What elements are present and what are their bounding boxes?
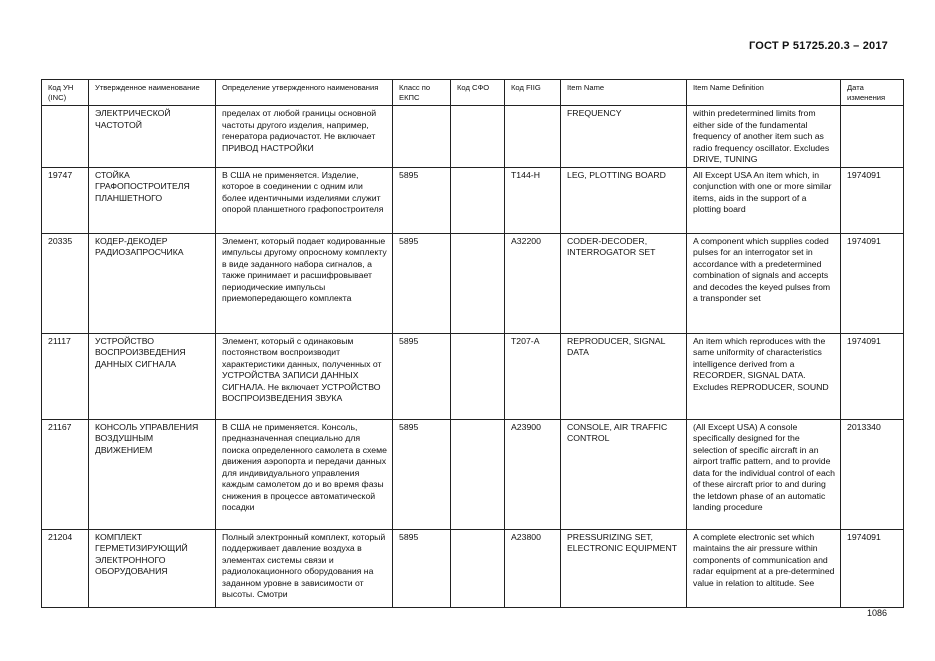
cell-definition: Полный электронный комплект, который поддерживает давление воздуха в элементах системы связи и радиолокационного оборудования на заданном уровне в зависимости от высоты. Смотри xyxy=(216,529,393,607)
cell-item-name: CONSOLE, AIR TRAFFIC CONTROL xyxy=(561,419,687,529)
cell-item-definition: An item which reproduces with the same uniformity of characteristics intelligence derived from a RECORDER, SIGNAL DATA. Excludes REPRODUCER, SOUND xyxy=(687,333,841,419)
column-header-inc: Код УН (INC) xyxy=(42,80,89,106)
cell-item-definition: within predetermined limits from either side of the fundamental frequency of another item such as radio frequency oscillator. Excludes DRIVE, TUNING xyxy=(687,106,841,168)
cell-sfo xyxy=(451,419,505,529)
cell-item-name: PRESSURIZING SET, ELECTRONIC EQUIPMENT xyxy=(561,529,687,607)
cell-change-date: 1974091 xyxy=(841,167,904,233)
cell-approved-name: КОНСОЛЬ УПРАВЛЕНИЯ ВОЗДУШНЫМ ДВИЖЕНИЕМ xyxy=(89,419,216,529)
column-header-item-definition: Item Name Definition xyxy=(687,80,841,106)
cell-approved-name: КОМПЛЕКТ ГЕРМЕТИЗИРУЮЩИЙ ЭЛЕКТРОННОГО ОБОРУДОВАНИЯ xyxy=(89,529,216,607)
cell-class: 5895 xyxy=(393,167,451,233)
cell-sfo xyxy=(451,167,505,233)
table-header-row xyxy=(42,80,904,106)
cell-inc: 21204 xyxy=(42,529,89,607)
cell-definition: Элемент, который подает кодированные импульсы другому опросному комплекту в виде заданного набора сигналов, а также принимает и расшифровывает периодические импульсы приемопередающего комплекта xyxy=(216,233,393,333)
cell-item-definition: (All Except USA) A console specifically designed for the selection of specific aircraft in an airport traffic pattern, and to provide data for the individual control of each of these aircraft prior to and during the letdown phase of an automatic landing procedure xyxy=(687,419,841,529)
column-header-class: Класс по ЕКПС xyxy=(393,80,451,106)
cell-item-name: REPRODUCER, SIGNAL DATA xyxy=(561,333,687,419)
table-row xyxy=(42,233,904,333)
cell-change-date xyxy=(841,106,904,168)
cell-item-definition: All Except USA An item which, in conjunction with one or more similar items, aids in the support of a plotting board xyxy=(687,167,841,233)
cell-inc: 19747 xyxy=(42,167,89,233)
cell-class xyxy=(393,106,451,168)
cell-item-definition: A complete electronic set which maintains the air pressure within components of communication and radar equipment at a pre-determined value in relation to altitude. See xyxy=(687,529,841,607)
cell-class: 5895 xyxy=(393,419,451,529)
cell-sfo xyxy=(451,106,505,168)
cell-inc xyxy=(42,106,89,168)
cell-class: 5895 xyxy=(393,529,451,607)
column-header-item-name: Item Name xyxy=(561,80,687,106)
cell-item-name: LEG, PLOTTING BOARD xyxy=(561,167,687,233)
cell-item-definition: A component which supplies coded pulses for an interrogator set in accordance with a predetermined combination of signals and accepts and decodes the keyed pulses from a transponder set xyxy=(687,233,841,333)
column-header-sfo: Код СФО xyxy=(451,80,505,106)
table-row xyxy=(42,333,904,419)
table-row xyxy=(42,419,904,529)
cell-approved-name: ЭЛЕКТРИЧЕСКОЙ ЧАСТОТОЙ xyxy=(89,106,216,168)
cell-definition: В США не применяется. Консоль, предназначенная специально для поиска определенного самолета в схеме движения аэропорта и передачи данных для индивидуального управления каждым самолетом до и во время фазы снижения в процессе автоматической посадки xyxy=(216,419,393,529)
cell-inc: 21167 xyxy=(42,419,89,529)
cell-change-date: 1974091 xyxy=(841,333,904,419)
cell-fiig: A23900 xyxy=(505,419,561,529)
cell-class: 5895 xyxy=(393,333,451,419)
table-row xyxy=(42,106,904,168)
cell-sfo xyxy=(451,529,505,607)
cell-approved-name: КОДЕР-ДЕКОДЕР РАДИОЗАПРОСЧИКА xyxy=(89,233,216,333)
column-header-definition: Определение утвержденного наименования xyxy=(216,80,393,106)
cell-class: 5895 xyxy=(393,233,451,333)
cell-fiig: T144-H xyxy=(505,167,561,233)
cell-definition: В США не применяется. Изделие, которое в соединении с одним или более идентичными изделиями служит опорой планшетного графопостроителя xyxy=(216,167,393,233)
cell-sfo xyxy=(451,233,505,333)
page-number: 1086 xyxy=(866,608,887,618)
cell-definition: пределах от любой границы основной частоты другого изделия, например, генератора радиочастот. Не включает ПРИВОД НАСТРОЙКИ xyxy=(216,106,393,168)
cell-change-date: 1974091 xyxy=(841,529,904,607)
cell-sfo xyxy=(451,333,505,419)
table-row xyxy=(42,529,904,607)
cell-change-date: 2013340 xyxy=(841,419,904,529)
cell-inc: 20335 xyxy=(42,233,89,333)
cell-approved-name: УСТРОЙСТВО ВОСПРОИЗВЕДЕНИЯ ДАННЫХ СИГНАЛА xyxy=(89,333,216,419)
column-header-approved-name: Утвержденное наименование xyxy=(89,80,216,106)
column-header-change-date: Дата изменения xyxy=(841,80,904,106)
cell-fiig: A23800 xyxy=(505,529,561,607)
cell-fiig: A32200 xyxy=(505,233,561,333)
table-row xyxy=(42,167,904,233)
cell-fiig xyxy=(505,106,561,168)
cell-item-name: CODER-DECODER, INTERROGATOR SET xyxy=(561,233,687,333)
cell-change-date: 1974091 xyxy=(841,233,904,333)
cell-item-name: FREQUENCY xyxy=(561,106,687,168)
cell-definition: Элемент, который с одинаковым постоянством воспроизводит характеристики данных, полученных от УСТРОЙСТВА ЗАПИСИ ДАННЫХ СИГНАЛА. Не включает УСТРОЙСТВО ВОСПРОИЗВЕДЕНИЯ ЗВУКА xyxy=(216,333,393,419)
data-table xyxy=(41,79,904,608)
cell-approved-name: СТОЙКА ГРАФОПОСТРОИТЕЛЯ ПЛАНШЕТНОГО xyxy=(89,167,216,233)
cell-fiig: T207-A xyxy=(505,333,561,419)
cell-inc: 21117 xyxy=(42,333,89,419)
document-header: ГОСТ Р 51725.20.3 – 2017 xyxy=(748,40,888,52)
column-header-fiig: Код FIIG xyxy=(505,80,561,106)
